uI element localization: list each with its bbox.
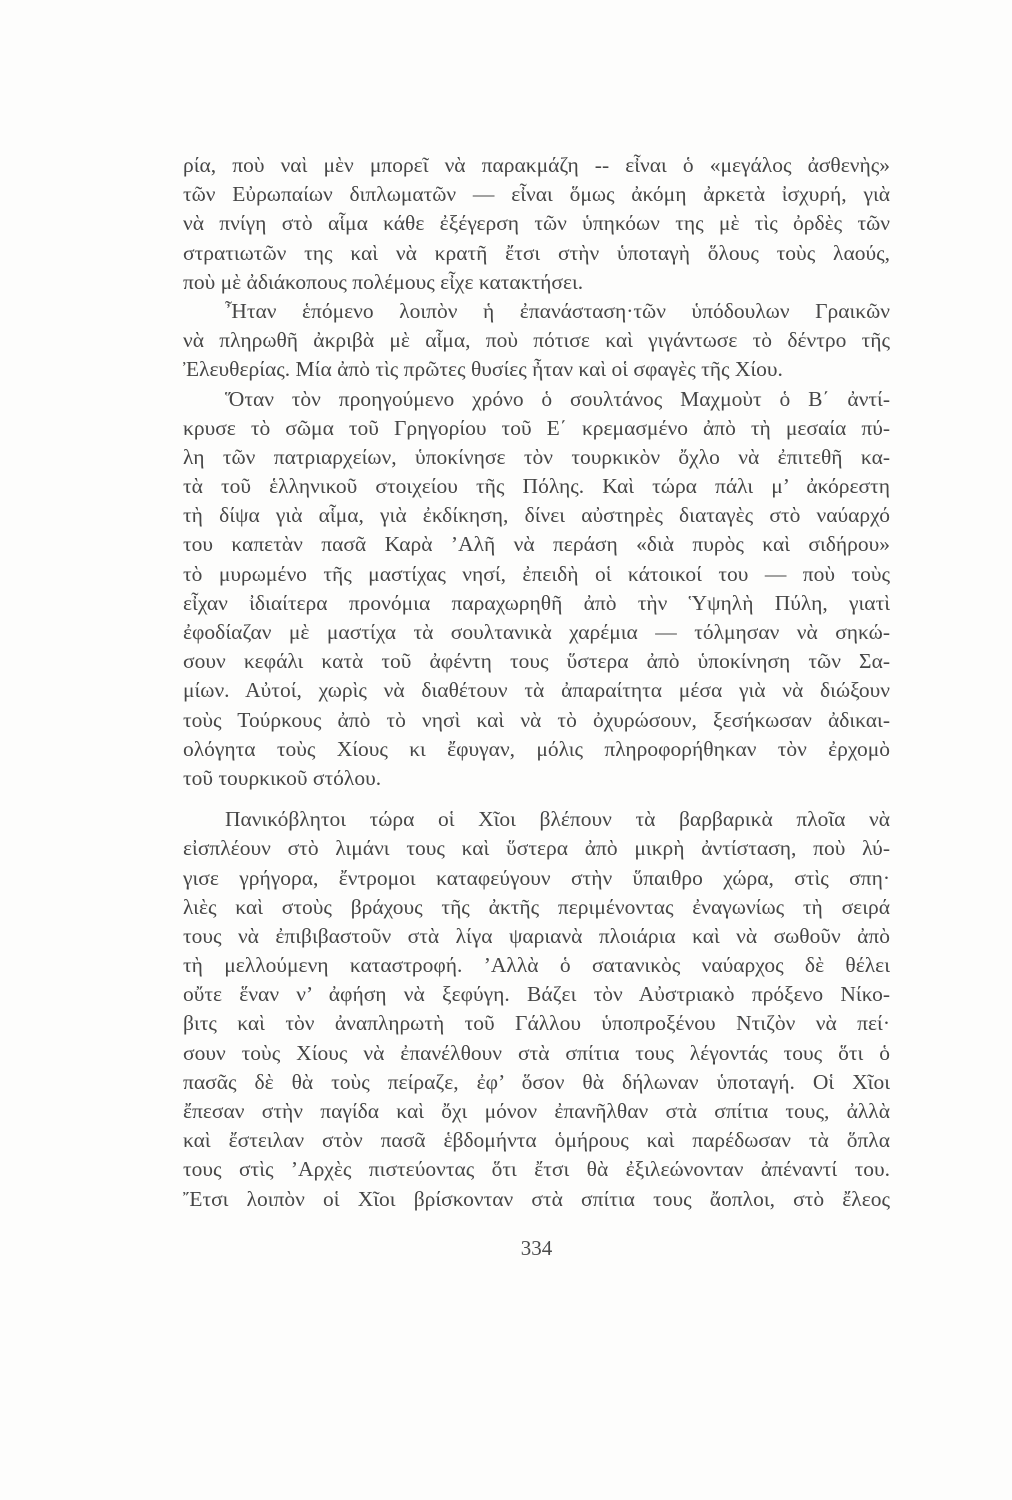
- page-number: 334: [520, 1236, 553, 1260]
- text-line: Ἦταν ἑπόμενο λοιπὸν ἡ ἐπανάσταση·τῶν ὑπόδουλων Γραικῶν: [225, 298, 890, 323]
- text-line: τὴ μελλούμενη καταστροφή. ’Αλλὰ ὁ σατανικὸς ναύαρχος δὲ θέλει: [183, 953, 890, 978]
- text-line: εἶχαν ἰδιαίτερα προνόμια παραχωρηθῆ ἀπὸ τὴν Ὑψηλὴ Πύλη, γιατὶ: [183, 590, 890, 615]
- text-line: σουν τοὺς Χίους νὰ ἐπανέλθουν στὰ σπίτια τους λέγοντάς τους ὅτι ὁ: [183, 1040, 890, 1065]
- text-line: οὔτε ἕναν ν’ ἀφήση νὰ ξεφύγη. Βάζει τὸν Αὐστριακὸ πρόξενο Νίκο-: [183, 982, 890, 1007]
- text-line: ἔπεσαν στὴν παγίδα καὶ ὄχι μόνον ἐπανῆλθαν στὰ σπίτια τους, ἀλλὰ: [183, 1099, 890, 1123]
- text-line: τους στὶς ’Αρχὲς πιστεύοντας ὅτι ἔτσι θὰ ἐξιλεώνονταν ἀπέναντί του.: [183, 1157, 890, 1182]
- page-body-text: [183, 151, 890, 1214]
- text-line: ἐφοδίαζαν μὲ μαστίχα τὰ σουλτανικὰ χαρέμια — τόλμησαν νὰ σηκώ-: [183, 620, 890, 644]
- text-line: καὶ ἔστειλαν στὸν πασᾶ ἑβδομήντα ὁμήρους καὶ παρέδωσαν τὰ ὅπλα: [183, 1128, 890, 1153]
- text-line: τῶν Εὐρωπαίων διπλωματῶν — εἶναι ὅμως ἀκόμη ἀρκετὰ ἰσχυρή, γιὰ: [183, 182, 890, 207]
- text-line: τοῦ τουρκικοῦ στόλου.: [183, 765, 382, 790]
- paragraph: [183, 805, 890, 1214]
- text-line: τὴ δίψα γιὰ αἷμα, γιὰ ἐκδίκηση, δίνει αὐστηρὲς διαταγὲς στὸ ναύαρχό: [183, 503, 890, 528]
- paragraph: [183, 385, 890, 794]
- text-line: Ἐλευθερίας. Μία ἀπὸ τὶς πρῶτες θυσίες ἦταν καὶ οἱ σφαγὲς τῆς Χίου.: [183, 357, 783, 382]
- text-line: βιτς καὶ τὸν ἀναπληρωτὴ τοῦ Γάλλου ὑποπροξένου Ντιζὸν νὰ πεί·: [183, 1011, 890, 1036]
- text-line: ποὺ μὲ ἀδιάκοπους πολέμους εἶχε κατακτήσει.: [183, 269, 584, 294]
- text-line: λη τῶν πατριαρχείων, ὑποκίνησε τὸν τουρκικὸν ὄχλο νὰ ἐπιτεθῆ κα-: [183, 444, 890, 469]
- text-line: Πανικόβλητοι τώρα οἱ Χῖοι βλέπουν τὰ βαρβαρικὰ πλοῖα νὰ: [225, 807, 890, 832]
- text-line: σουν κεφάλι κατὰ τοῦ ἀφέντη τους ὕστερα ἀπὸ ὑποκίνηση τῶν Σα-: [183, 649, 890, 674]
- text-line: Ἔτσι λοιπὸν οἱ Χῖοι βρίσκονταν στὰ σπίτια τους ἄοπλοι, στὸ ἔλεος: [183, 1186, 890, 1211]
- text-line: τοὺς Τούρκους ἀπὸ τὸ νησὶ καὶ νὰ τὸ ὀχυρώσουν, ξεσήκωσαν ἀδικαι-: [183, 707, 890, 732]
- text-line: εἰσπλέουν στὸ λιμάνι τους καὶ ὕστερα ἀπὸ μικρὴ ἀντίσταση, ποὺ λύ-: [183, 836, 890, 861]
- text-line: του καπετὰν πασᾶ Καρὰ ’Αλῆ νὰ περάση «διὰ πυρὸς καὶ σιδήρου»: [183, 532, 890, 557]
- text-line: τους νὰ ἐπιβιβαστοῦν στὰ λίγα ψαριανὰ πλοιάρια καὶ νὰ σωθοῦν ἀπὸ: [183, 923, 890, 948]
- text-line: ολόγητα τοὺς Χίους κι ἔφυγαν, μόλις πληροφορήθηκαν τὸν ἐρχομὸ: [183, 736, 890, 761]
- text-line: τὰ τοῦ ἑλληνικοῦ στοιχείου τῆς Πόλης. Καὶ τώρα πάλι μ’ ἀκόρεστη: [183, 474, 890, 499]
- text-line: τὸ μυρωμένο τῆς μαστίχας νησί, ἐπειδὴ οἱ κάτοικοί του — ποὺ τοὺς: [183, 561, 890, 586]
- text-line: κρυσε τὸ σῶμα τοῦ Γρηγορίου τοῦ Ε΄ κρεμασμένο ἀπὸ τὴ μεσαία πύ-: [183, 415, 890, 440]
- text-line: νὰ πνίγη στὸ αἷμα κάθε ἐξέγερση τῶν ὑπηκόων της μὲ τὶς ὀρδὲς τῶν: [183, 211, 890, 236]
- paragraph: [183, 297, 890, 385]
- text-line: ρία, ποὺ ναὶ μὲν μπορεῖ νὰ παρακμάζη -- εἶναι ὁ «μεγάλος ἀσθενὴς»: [183, 153, 890, 177]
- text-line: λιὲς καὶ στοὺς βράχους τῆς ἀκτῆς περιμένοντας ἐναγωνίως τὴ σειρά: [183, 894, 890, 919]
- text-line: Ὅταν τὸν προηγούμενο χρόνο ὁ σουλτάνος Μαχμοὺτ ὁ Β΄ ἀντί-: [225, 386, 890, 411]
- text-line: νὰ πληρωθῆ ἀκριβὰ μὲ αἷμα, ποὺ πότισε καὶ γιγάντωσε τὸ δέντρο τῆς: [183, 328, 890, 353]
- text-line: πασᾶς δὲ θὰ τοὺς πείραζε, ἐφ’ ὅσον θὰ δήλωναν ὑποταγή. Οἱ Χῖοι: [183, 1069, 890, 1094]
- paragraph: [183, 151, 890, 297]
- text-line: στρατιωτῶν της καὶ νὰ κρατῆ ἔτσι στὴν ὑποταγὴ ὅλους τοὺς λαούς,: [183, 240, 890, 265]
- text-line: μίων. Αὐτοί, χωρὶς νὰ διαθέτουν τὰ ἀπαραίτητα μέσα γιὰ νὰ διώξουν: [183, 678, 890, 703]
- text-line: γισε γρήγορα, ἔντρομοι καταφεύγουν στὴν ὕπαιθρο χώρα, στὶς σπη·: [183, 865, 890, 890]
